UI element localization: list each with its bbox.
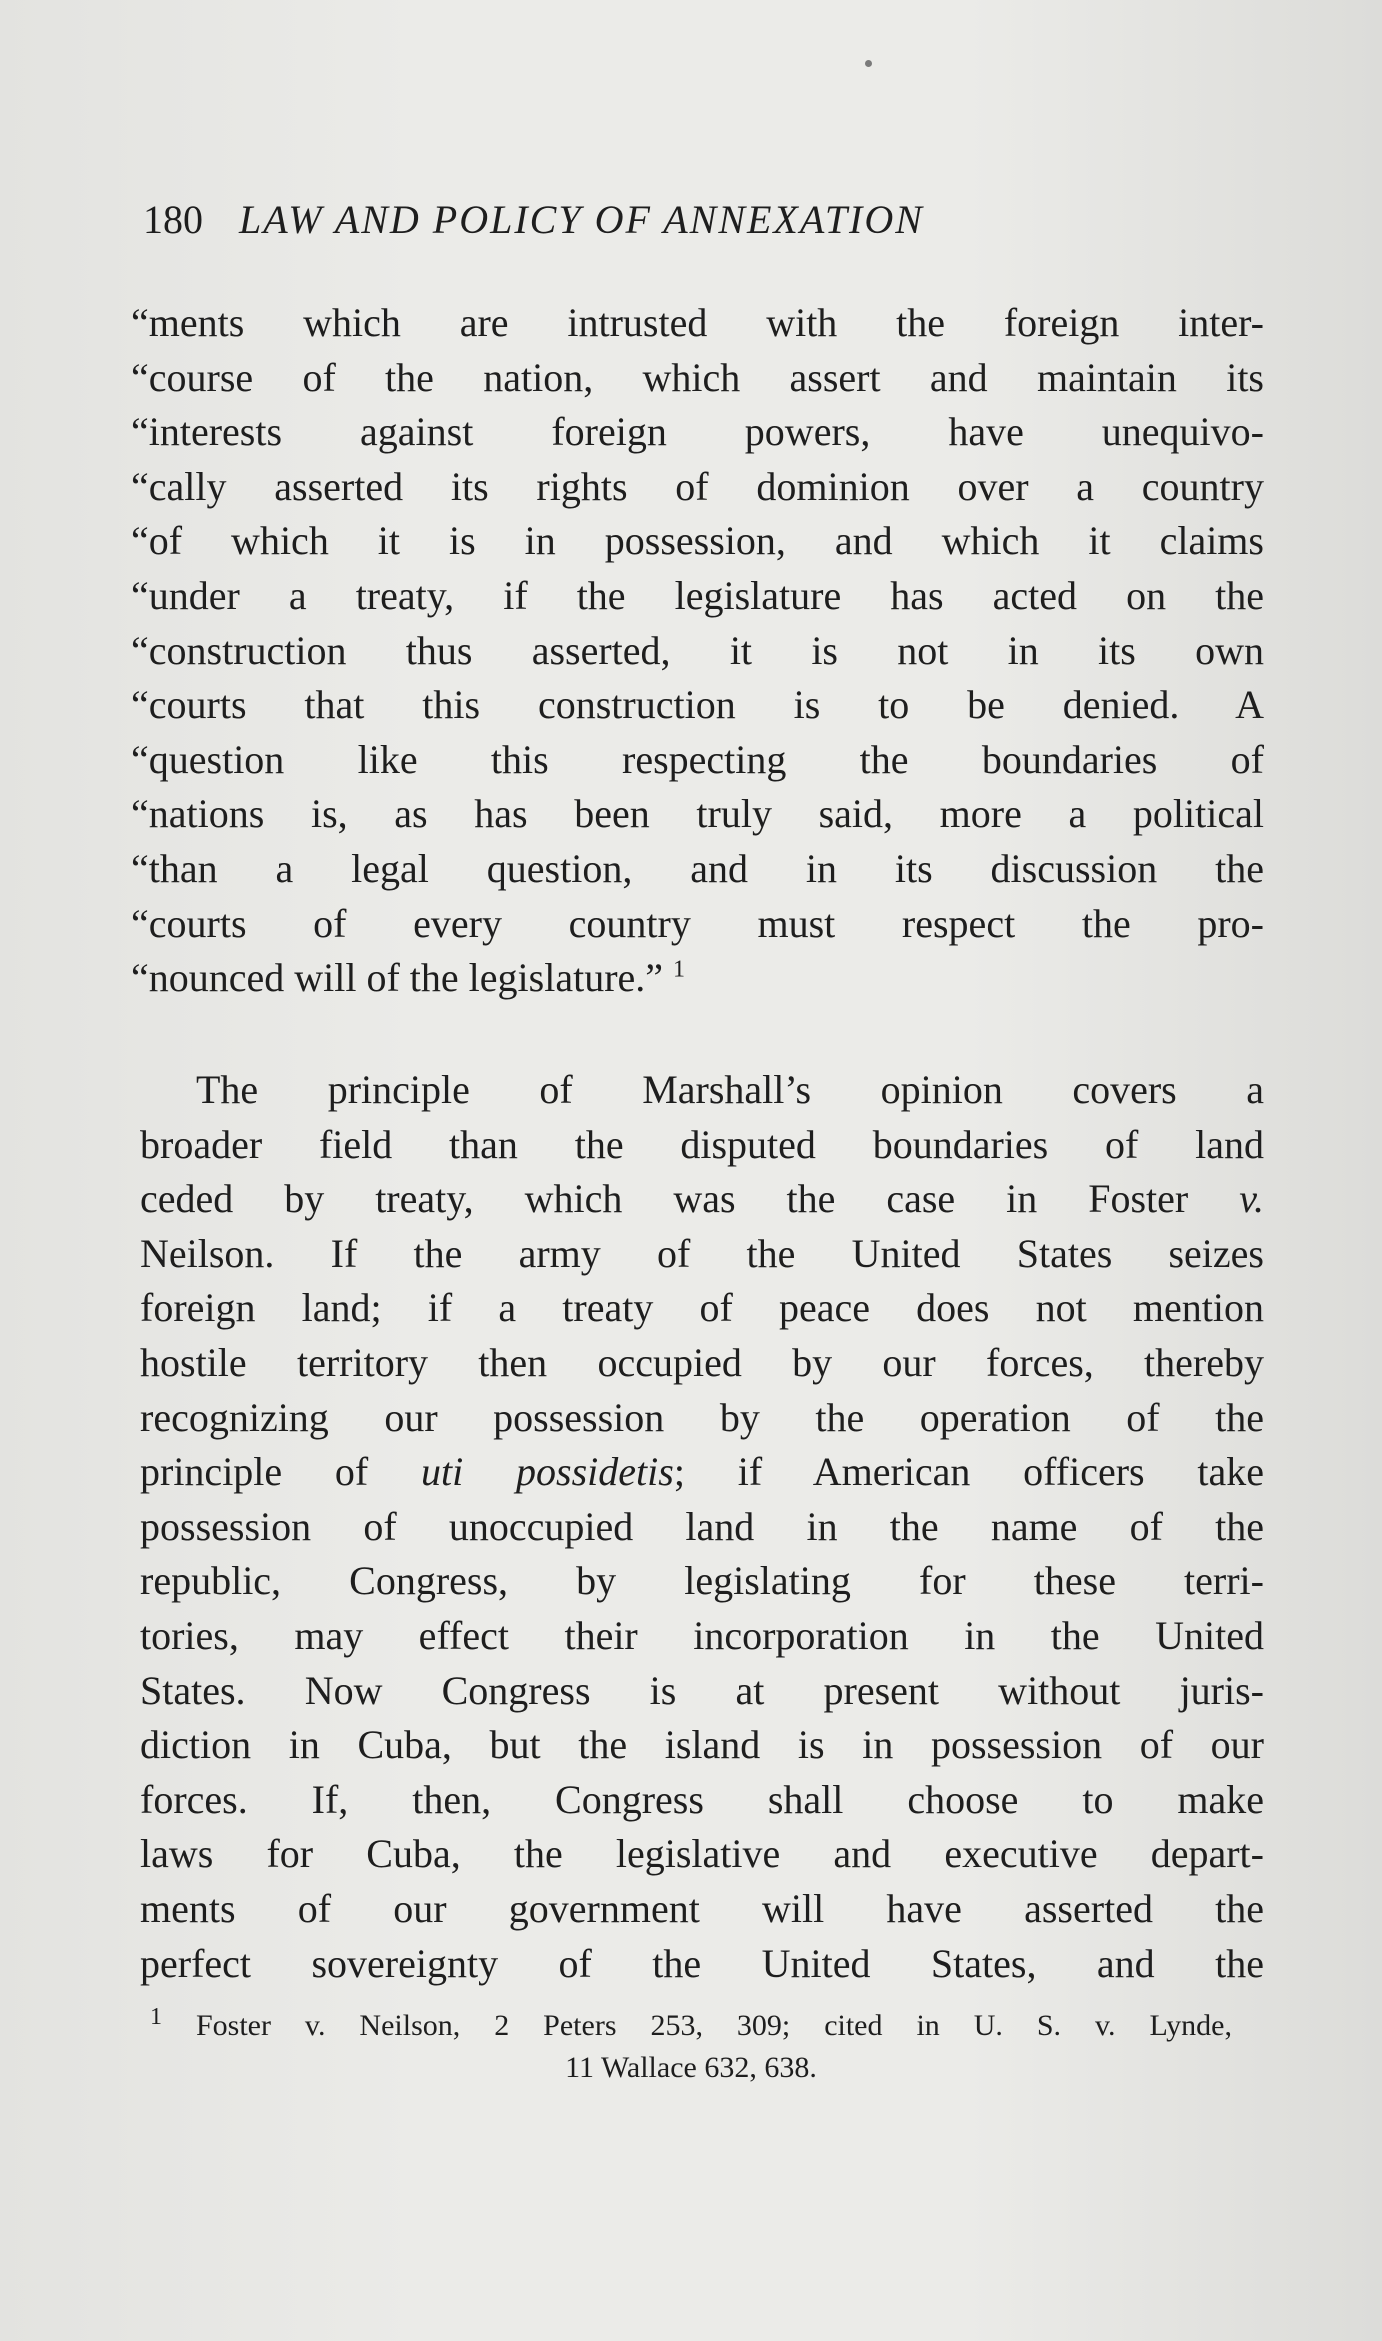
- text-line: foreign land; if a treaty of peace does not mention: [140, 1285, 1264, 1331]
- text-line: forces. If, then, Congress shall choose to make: [140, 1776, 1264, 1822]
- footnote: [150, 2005, 1232, 2089]
- text-line: “nations is, as has been truly said, more a political: [131, 791, 1264, 837]
- text-line: The principle of Marshall’s opinion covers a: [196, 1067, 1264, 1112]
- text-line: ceded by treaty, which was the case in Foster v.: [140, 1176, 1264, 1222]
- text-line: “construction thus asserted, it is not in its own: [131, 627, 1264, 673]
- body-paragraph: [140, 1063, 1264, 1991]
- text-line: Neilson. If the army of the United States seizes: [140, 1230, 1264, 1276]
- text-line: broader field than the disputed boundaries of land: [140, 1121, 1264, 1167]
- text-line: “interests against foreign powers, have unequivo-: [131, 409, 1264, 455]
- text-line: perfect sovereignty of the United States, and the: [140, 1940, 1264, 1986]
- footnote-line: [150, 2005, 1232, 2047]
- text-line: “cally asserted its rights of dominion over a country: [131, 463, 1264, 509]
- ink-speck: [865, 60, 872, 67]
- text-line: “question like this respecting the boundaries of: [131, 736, 1264, 782]
- page-header: [143, 190, 1268, 250]
- page-number: 180: [143, 197, 203, 242]
- running-title: LAW AND POLICY OF ANNEXATION: [239, 197, 924, 242]
- text-line: “course of the nation, which assert and maintain its: [131, 354, 1264, 400]
- text-line: States. Now Congress is at present without juris-: [140, 1667, 1264, 1713]
- quoted-passage: [131, 296, 1264, 1006]
- text-line: ments of our government will have asserted the: [140, 1885, 1264, 1931]
- quote-last-line-text: “nounced will of the legislature.”: [131, 955, 664, 1001]
- text-line: “courts of every country must respect the pro-: [131, 900, 1264, 946]
- text-line: tories, may effect their incorporation in the United: [140, 1612, 1264, 1658]
- text-line: recognizing our possession by the operation of the: [140, 1394, 1264, 1440]
- footnote-citation: Foster v. Neilson, 2 Peters 253, 309; cited in U. S. v. Lynde,: [195, 2009, 1232, 2042]
- text-line: possession of unoccupied land in the name of the: [140, 1503, 1264, 1549]
- italic-term: v.: [1239, 1176, 1264, 1222]
- text-line: republic, Congress, by legislating for these terri-: [140, 1558, 1264, 1604]
- footnote-marker: 1: [150, 2004, 162, 2030]
- text-line: diction in Cuba, but the island is in possession of our: [140, 1722, 1264, 1768]
- text-line: “of which it is in possession, and which it claims: [131, 518, 1264, 564]
- text-line: “ments which are intrusted with the foreign inter-: [131, 300, 1264, 345]
- text-line: principle of uti possidetis; if American officers take: [140, 1449, 1264, 1495]
- text-line: “courts that this construction is to be denied. A: [131, 682, 1264, 728]
- text-line: “than a legal question, and in its discussion the: [131, 845, 1264, 891]
- text-line: “under a treaty, if the legislature has acted on the: [131, 572, 1264, 618]
- footnote-reference: 1: [673, 956, 686, 983]
- italic-term: uti possidetis: [421, 1449, 674, 1495]
- text-line: laws for Cuba, the legislative and executive depart-: [140, 1831, 1264, 1877]
- footnote-line: 11 Wallace 632, 638.: [565, 2051, 817, 2084]
- text-line: [131, 951, 1264, 1006]
- text-line: hostile territory then occupied by our forces, thereby: [140, 1339, 1264, 1385]
